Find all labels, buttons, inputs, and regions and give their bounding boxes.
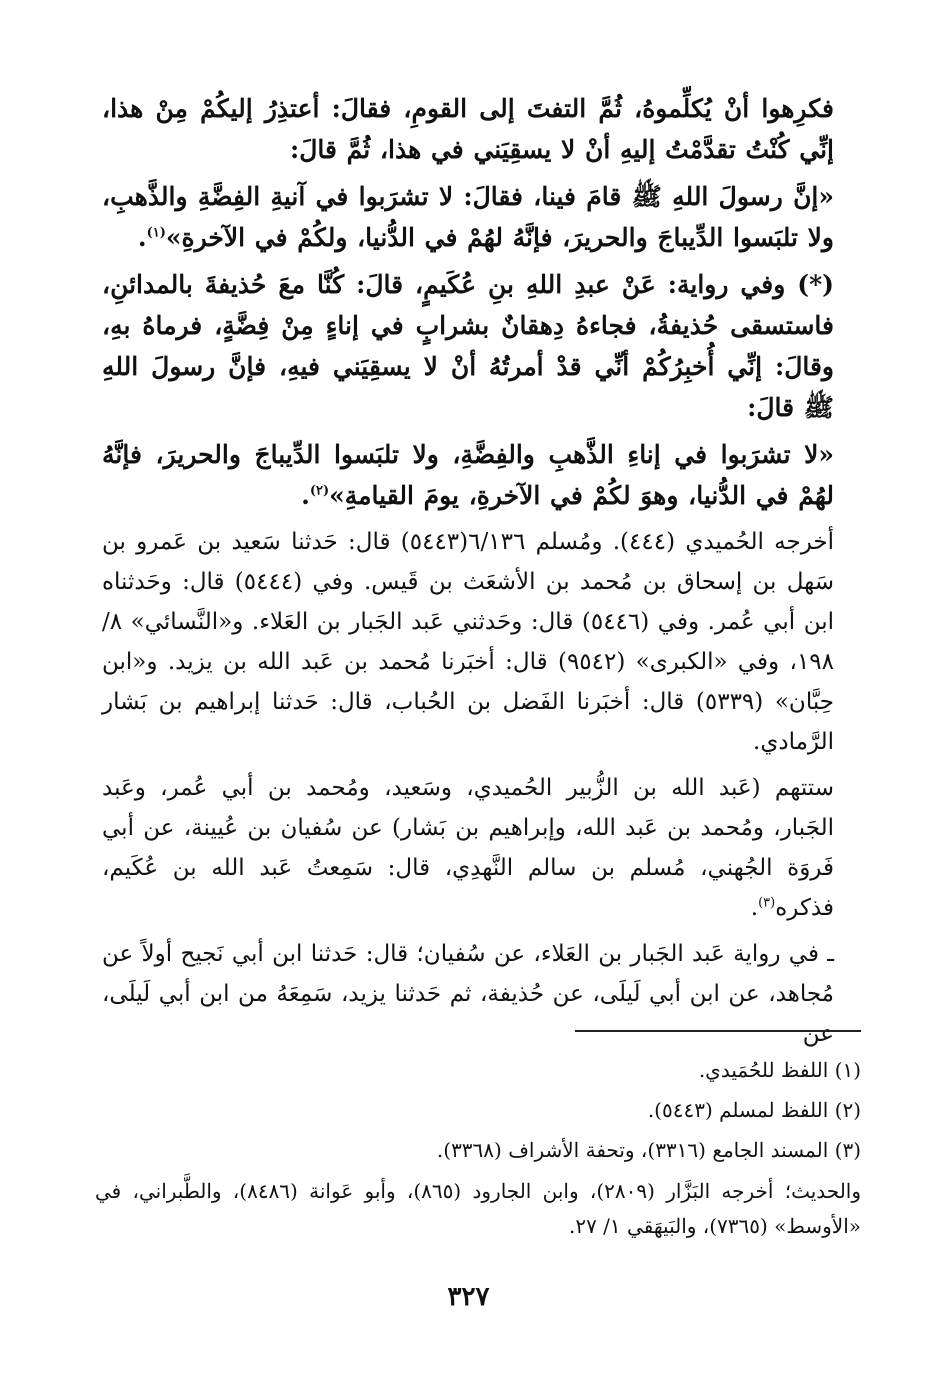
paragraph-3 [102,264,834,428]
footnote-ref-3: (٣) [758,895,776,911]
footnote-ref-1: (١) [146,225,166,241]
paragraph-6-text: ستتهم (عَبد الله بن الزُّبير الحُميدي، وسَعيد، ومُحمد بن أبي عُمر، وعَبد الجَبار، ومُحمد بن عَبد الله، وإبراهيم بن بَشار) عن سُفيان بن عُيينة، عن أبي فَروَة الجُهني، مُسلم بن سالم النَّهدِي، قال: سَمِعتُ عَبد الله بن عُكَيم، فذكره [102,775,834,921]
paragraph-7 [102,934,834,1054]
footnote-2: (٢) اللفظ لمسلم (٥٤٤٣). [647,1098,861,1122]
paragraph-2-quote: «إنَّ رسولَ اللهِ ﷺ قامَ فينا، فقالَ: لا تشرَبوا في آنيةِ الفِضَّةِ والذَّهبِ، ولا تلبَسوا الدِّيباجَ والحريرَ، فإنَّهُ لهُمْ في الدُّنيا، ولكُمْ في الآخرةِ»$^{(١)}$. [102,182,834,252]
paragraph-6: ستتهم (عَبد الله بن الزُّبير الحُميدي، وسَعيد، ومُحمد بن أبي عُمر، وعَبد الجَبار، ومُحمد بن عَبد الله، وإبراهيم بن بَشار) عن سُفيان بن عُيينة، عن أبي فَروَة الجُهني، مُسلم بن سالم النَّهدِي، قال: سَمِعتُ عَبد الله بن عُكَيم، فذكره$^{(٣)}$. [102,775,834,921]
paragraph-7-text: ـ في رواية عَبد الجَبار بن العَلاء، عن سُفيان؛ قال: حَدثنا ابن أبي نَجيح أولاً عن مُجاهد، عن ابن أبي لَيلَى، عن حُذيفة، ثم حَدثنا يزيد، سَمِعَهُ من ابن أبي لَيلَى، عن [102,941,834,1047]
paragraph-4-quote: «لا تشرَبوا في إناءِ الذَّهبِ والفِضَّةِ، ولا تلبَسوا الدِّيباجَ والحريرَ، فإنَّهُ لهُمْ في الدُّنيا، وهوَ لكُمْ في الآخرةِ، يومَ القيامةِ»$^{(٢)}$. [102,440,834,510]
paragraph-2-text: «إنَّ رسولَ اللهِ ﷺ قامَ فينا، فقالَ: لا تشرَبوا في آنيةِ الفِضَّةِ والذَّهبِ، ولا تلبَسوا الدِّيباجَ والحريرَ، فإنَّهُ لهُمْ في الدُّنيا، ولكُمْ في الآخرةِ» [102,182,834,252]
footnote-3-continuation: والحديث؛ أخرجه البَزَّار (٢٨٠٩)، وابن الجارود (٨٦٥)، وأبو عَوانة (٨٤٨٦)، والطَّبراني، في «الأوسط» (٧٣٦٥)، والبَيهَقي ١/ ٢٧. [95,1179,862,1238]
paragraph-5-text: أخرجه الحُميدي (٤٤٤). ومُسلم ٦/١٣٦(٥٤٤٣) قال: حَدثنا سَعيد بن عَمرو بن سَهل بن إسحاق بن مُحمد بن الأشعَث بن قَيس. وفي (٥٤٤٤) قال: وحَدثناه ابن أبي عُمر. وفي (٥٤٤٦) قال: وحَدثني عَبد الجَبار بن العَلاء. و«النَّسائي» ٨/ ١٩٨، وفي «الكبرى» (٩٥٤٢) قال: أخبَرنا مُحمد بن عَبد الله بن يزيد. و«ابن حِبَّان» (٥٣٣٩) قال: أخبَرنا الفَضل بن الحُباب، قال: حَدثنا إبراهيم بن بَشار الرَّمادي. [102,529,834,755]
paragraph-1-text: فكرِهوا أنْ يُكلِّموهُ، ثُمَّ التفتَ إلى القومِ، فقالَ: أعتذِرُ إليكُمْ مِنْ هذا، إنِّي كُنْتُ تقدَّمْتُ إليهِ أنْ لا يسقِيَني في هذا، ثُمَّ قالَ: [102,94,834,164]
paragraph-4-text: «لا تشرَبوا في إناءِ الذَّهبِ والفِضَّةِ، ولا تلبَسوا الدِّيباجَ والحريرَ، فإنَّهُ لهُمْ في الدُّنيا، وهوَ لكُمْ في الآخرةِ، يومَ القيامةِ» [102,440,834,510]
paragraph-3-text: (*) وفي رواية: عَنْ عبدِ اللهِ بنِ عُكَيمٍ، قالَ: كُنَّا معَ حُذيفةَ بالمدائنِ، فاستسقى حُذيفةُ، فجاءهُ دِهقانٌ بشرابٍ في إناءٍ مِنْ فِضَّةٍ، فرماهُ بهِ، وقالَ: إنِّي أُخبِرُكُمْ أنِّي قدْ أمرتُهُ أنْ لا يسقِيَني فيهِ، فإنَّ رسولَ اللهِ ﷺ قالَ: [102,270,834,422]
page-number: ٣٢٧ [447,1282,490,1312]
footnote-ref-2: (٢) [309,483,330,499]
footnote-separator [575,1030,861,1032]
footnotes [95,1050,861,1244]
footnote-3: (٣) المسند الجامع (٣٣١٦)، وتحفة الأشراف (٣٣٦٨). [436,1138,861,1162]
paragraph-5-takhrij [102,522,834,762]
page-body [102,88,834,1054]
footnote-1: (١) اللفظ للحُمَيدي. [698,1058,861,1082]
paragraph-1 [102,88,834,170]
